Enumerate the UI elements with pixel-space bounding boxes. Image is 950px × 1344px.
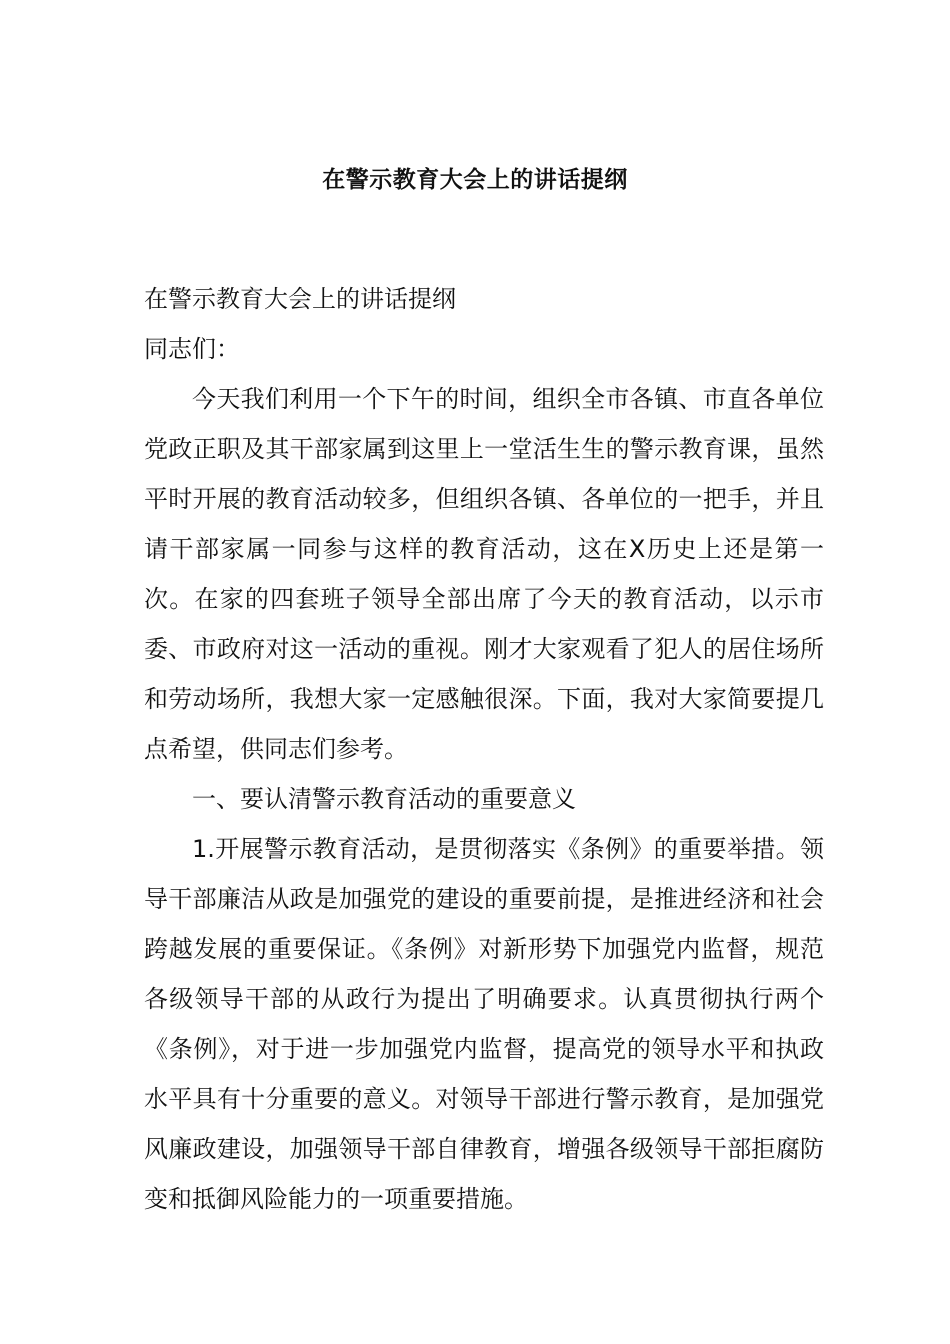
paragraph-salutation: 同志们： <box>144 335 240 363</box>
document-title: 在警示教育大会上的讲话提纲 <box>322 167 628 193</box>
paragraph-subtitle: 在警示教育大会上的讲话提纲 <box>144 285 456 313</box>
section-heading-1: 一、要认清警示教育活动的重要意义 <box>192 785 576 813</box>
paragraph-point-1: 1.开展警示教育活动，是贯彻落实《条例》的重要举措。领导干部廉洁从政是加强党的建设的重要前提，是推进经济和社会跨越发展的重要保证。《条例》对新形势下加强党内监督，规范各级领导干部的从政行为提出了明确要求。认真贯彻执行两个《条例》，对于进一步加强党内监督，提高党的领导水平和执政水平具有十分重要的意义。对领导干部进行警示教育，是加强党风廉政建设，加强领导干部自律教育，增强各级领导干部拒腐防变和抵御风险能力的一项重要措施。 <box>144 835 824 1213</box>
paragraph-intro: 今天我们利用一个下午的时间，组织全市各镇、市直各单位党政正职及其干部家属到这里上一堂活生生的警示教育课，虽然平时开展的教育活动较多，但组织各镇、各单位的一把手，并且请干部家属一同参与这样的教育活动，这在X历史上还是第一次。在家的四套班子领导全部出席了今天的教育活动，以示市委、市政府对这一活动的重视。刚才大家观看了犯人的居住场所和劳动场所，我想大家一定感触很深。下面，我对大家简要提几点希望，供同志们参考。 <box>144 385 824 763</box>
document-body <box>144 274 824 1224</box>
